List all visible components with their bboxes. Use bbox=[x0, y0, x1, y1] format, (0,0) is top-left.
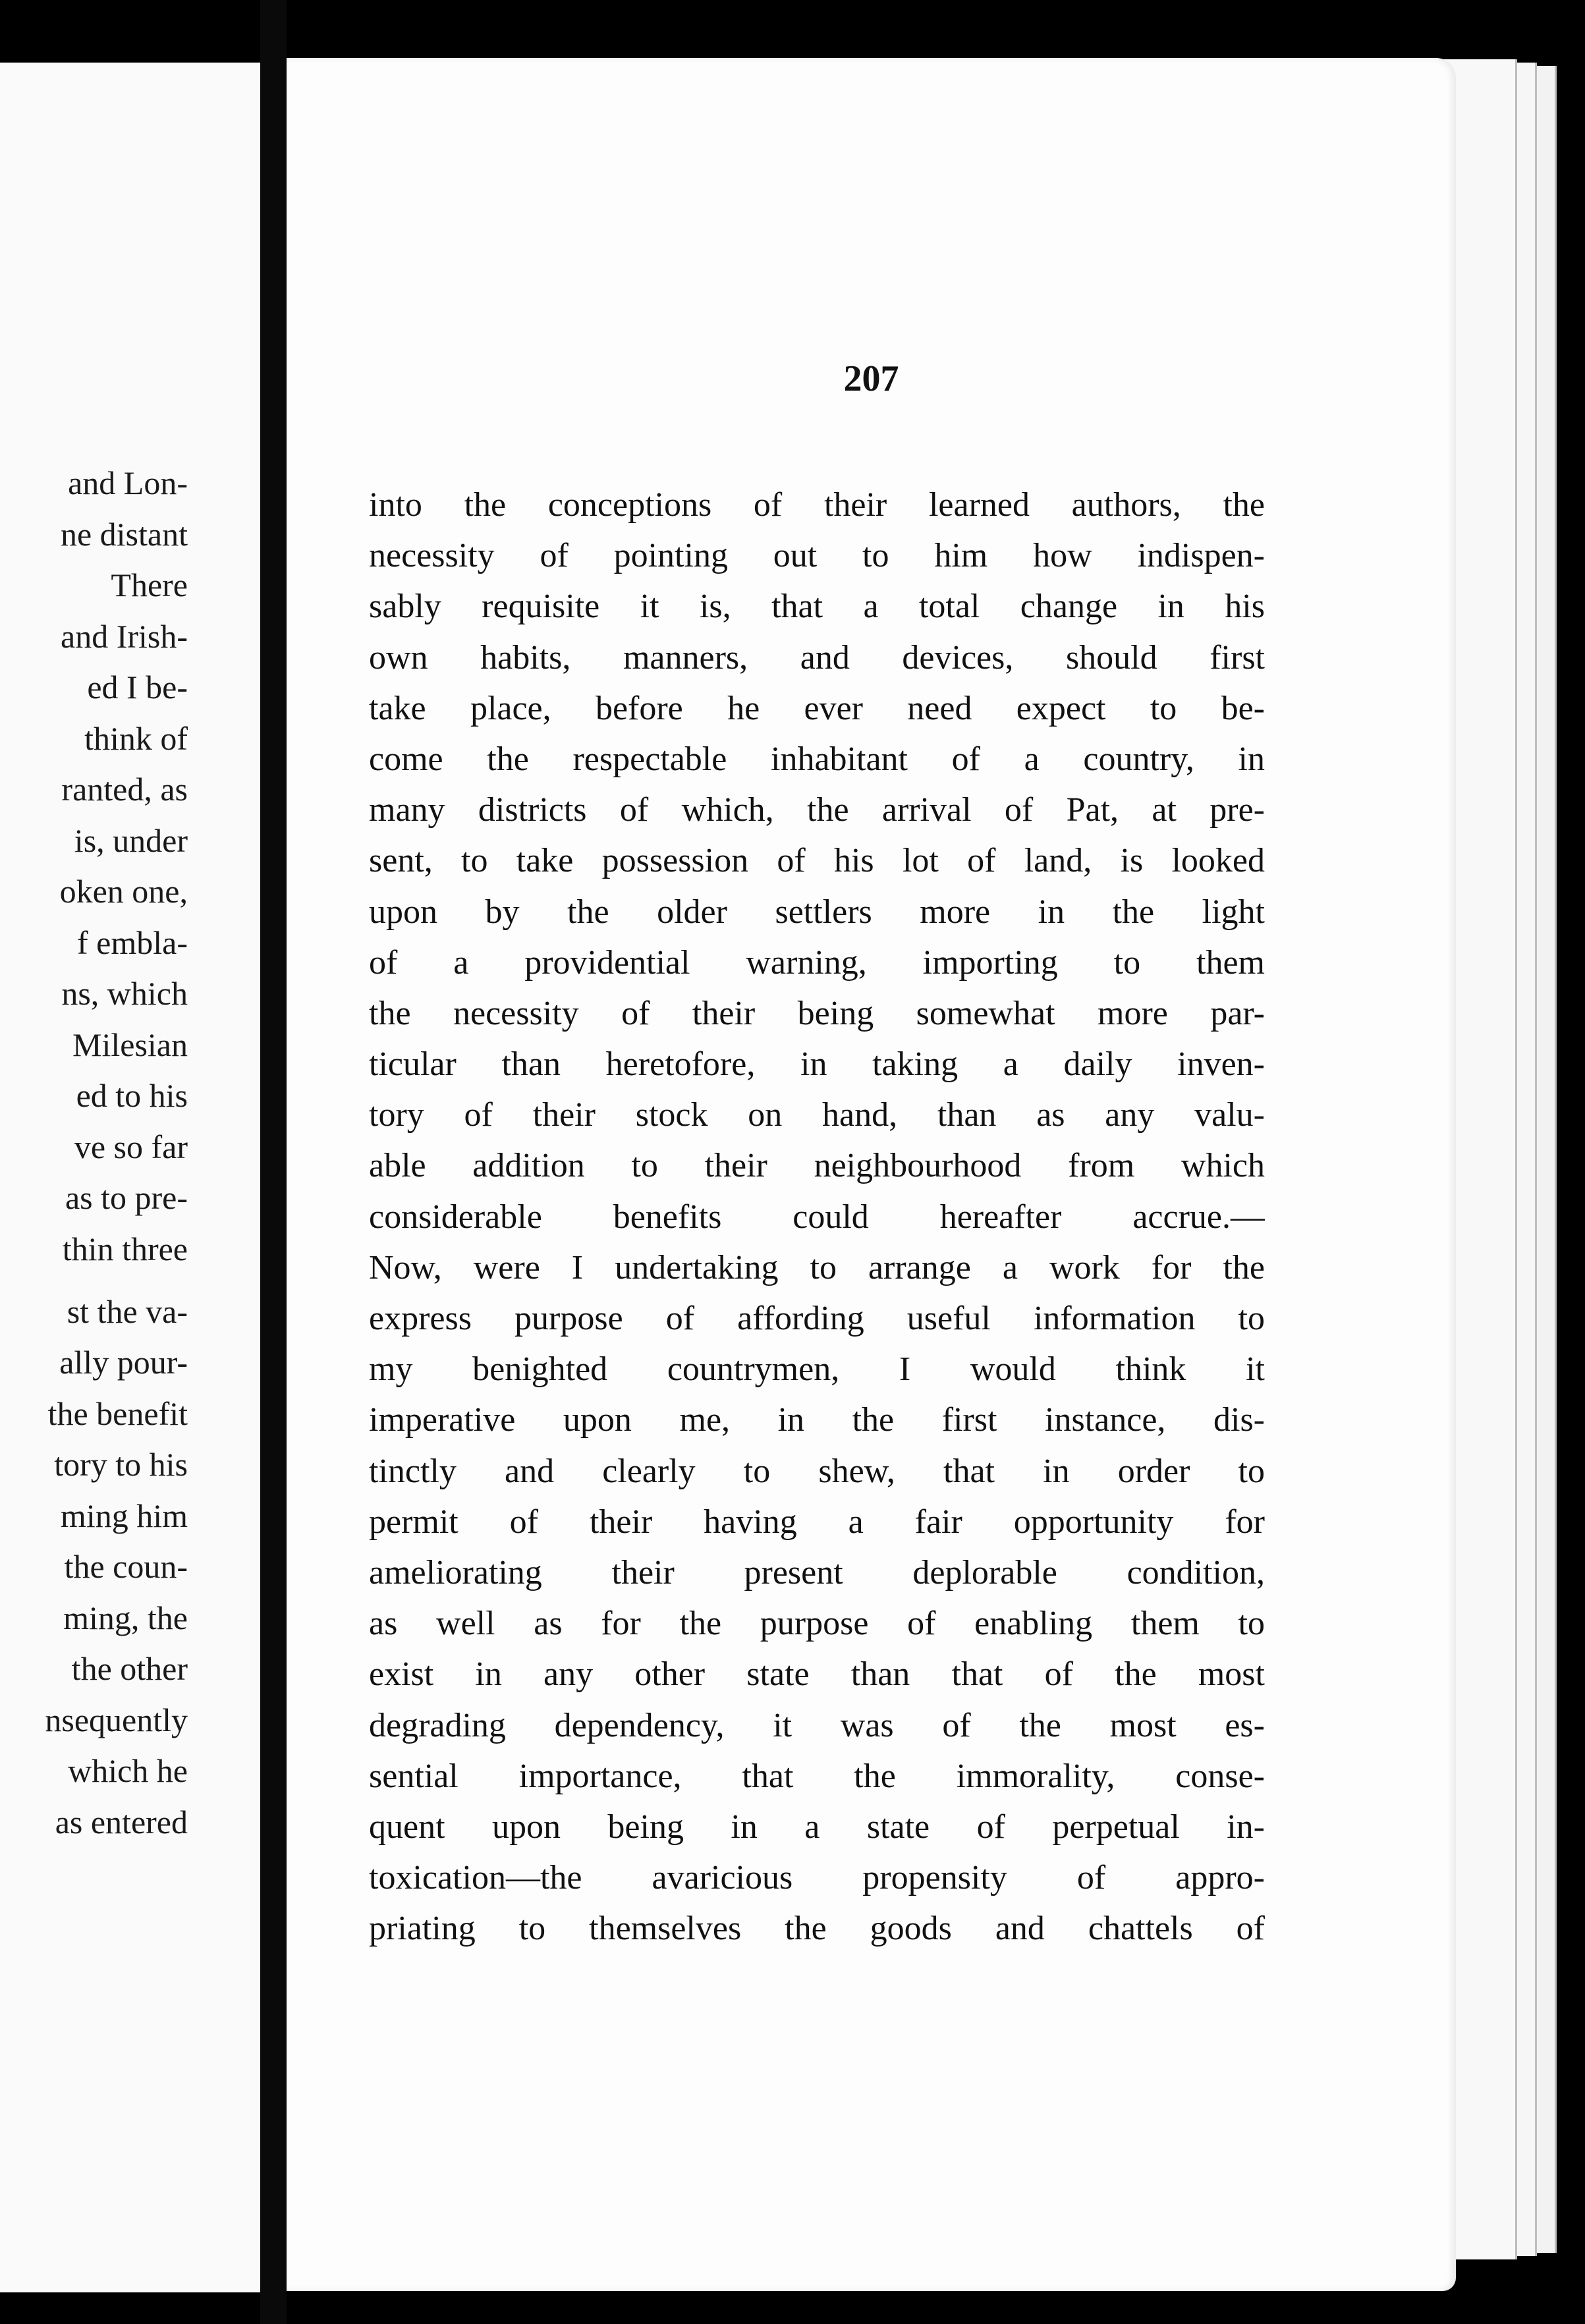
text-line: sably requisite it is, that a total change in his bbox=[369, 588, 1265, 626]
text-line: There bbox=[111, 567, 188, 603]
page-number: 207 bbox=[843, 358, 899, 399]
left-page bbox=[0, 63, 260, 2292]
text-line: ed I be- bbox=[87, 669, 188, 706]
text-line: the benefit bbox=[47, 1395, 188, 1432]
text-line: Now, were I undertaking to arrange a work for the bbox=[369, 1248, 1265, 1286]
text-line: able addition to their neighbourhood from which bbox=[369, 1147, 1265, 1185]
text-line: imperative upon me, in the first instance, dis- bbox=[369, 1401, 1265, 1439]
text-line: upon by the older settlers more in the light bbox=[369, 893, 1265, 931]
text-line: which he bbox=[68, 1752, 188, 1789]
text-line: and Lon- bbox=[68, 464, 188, 501]
text-line: as entered bbox=[55, 1803, 188, 1840]
text-line: ed to his bbox=[76, 1077, 188, 1114]
text-line: nsequently bbox=[45, 1701, 188, 1738]
text-line: st the va- bbox=[67, 1292, 188, 1330]
text-line: ne distant bbox=[60, 515, 188, 553]
text-line: ming, the bbox=[63, 1599, 188, 1636]
book-gutter bbox=[260, 0, 287, 2324]
text-line: tory of their stock on hand, than as any valu- bbox=[369, 1096, 1265, 1134]
text-line: ameliorating their present deplorable condition, bbox=[369, 1553, 1265, 1591]
text-line: ming him bbox=[60, 1497, 188, 1534]
text-line: of a providential warning, importing to them bbox=[369, 943, 1265, 982]
right-page bbox=[287, 58, 1456, 2291]
text-line: exist in any other state than that of the most bbox=[369, 1655, 1265, 1694]
text-line: ve so far bbox=[74, 1128, 188, 1165]
text-line: and Irish- bbox=[61, 617, 188, 655]
text-line: express purpose of affording useful information to bbox=[369, 1300, 1265, 1337]
text-line: sential importance, that the immorality, conse- bbox=[369, 1757, 1265, 1795]
text-line: oken one, bbox=[59, 873, 188, 910]
text-line: as to pre- bbox=[65, 1179, 188, 1216]
text-line: f embla- bbox=[77, 924, 188, 961]
text-line: ally pour- bbox=[59, 1344, 188, 1381]
text-line: necessity of pointing out to him how indispen- bbox=[369, 537, 1265, 575]
text-line: permit of their having a fair opportunity for bbox=[369, 1503, 1265, 1541]
text-line: as well as for the purpose of enabling them to bbox=[369, 1605, 1265, 1643]
text-line: priating to themselves the goods and chattels of bbox=[369, 1910, 1265, 1948]
text-line: many districts of which, the arrival of Pat, at pre- bbox=[369, 791, 1265, 829]
text-line: ns, which bbox=[61, 975, 188, 1012]
text-line: ranted, as bbox=[61, 771, 188, 808]
text-line: the necessity of their being somewhat more par- bbox=[369, 994, 1265, 1032]
body-text bbox=[369, 480, 1265, 1954]
text-line: Milesian bbox=[72, 1026, 188, 1063]
text-line: think of bbox=[84, 719, 188, 757]
text-line: degrading dependency, it was of the most es- bbox=[369, 1706, 1265, 1744]
text-line: sent, to take possession of his lot of land, is looked bbox=[369, 842, 1265, 880]
text-line: ticular than heretofore, in taking a daily inven- bbox=[369, 1045, 1265, 1084]
text-line: come the respectable inhabitant of a country, in bbox=[369, 740, 1265, 778]
text-line: the other bbox=[71, 1650, 188, 1687]
text-line: considerable benefits could hereafter accrue.— bbox=[369, 1198, 1265, 1236]
left-page-text bbox=[45, 458, 188, 1848]
text-line: own habits, manners, and devices, should first bbox=[369, 638, 1265, 677]
text-line: tory to his bbox=[54, 1446, 188, 1483]
text-line: toxication—the avaricious propensity of appro- bbox=[369, 1859, 1265, 1897]
text-line: my benighted countrymen, I would think it bbox=[369, 1350, 1265, 1389]
text-line: take place, before he ever need expect to be- bbox=[369, 689, 1265, 727]
text-line: tinctly and clearly to shew, that in order to bbox=[369, 1452, 1265, 1490]
text-line: thin three bbox=[62, 1230, 188, 1267]
text-line: is, under bbox=[74, 821, 188, 859]
text-line: into the conceptions of their learned authors, the bbox=[369, 486, 1265, 524]
text-line: quent upon being in a state of perpetual in- bbox=[369, 1808, 1265, 1846]
text-line: the coun- bbox=[64, 1548, 188, 1585]
